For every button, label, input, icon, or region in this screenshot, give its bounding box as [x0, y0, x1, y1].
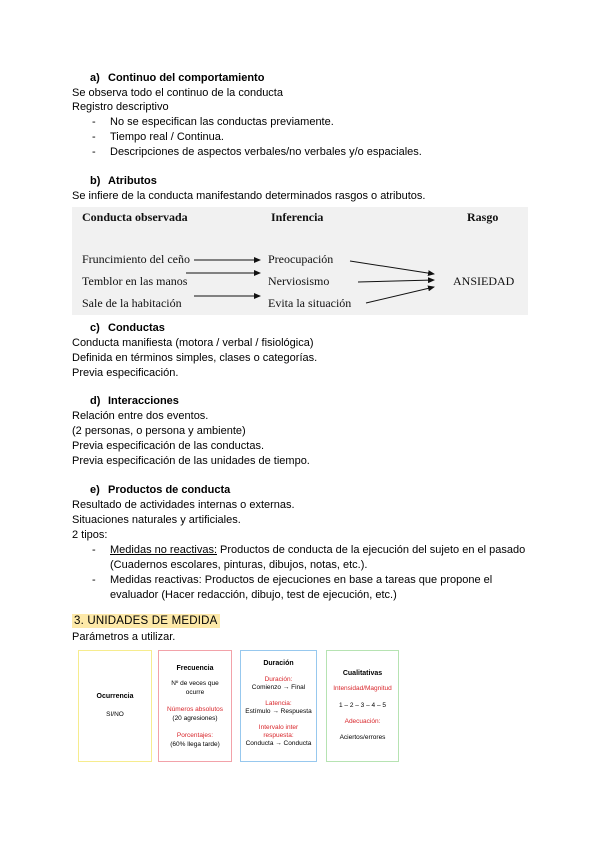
section-c-line: Definida en términos simples, clases o categorías.	[72, 352, 318, 364]
card-label: Números absolutos	[167, 706, 223, 713]
trait-label: ANSIEDAD	[453, 274, 515, 288]
section-3-title: 3. UNIDADES DE MEDIDA	[74, 615, 218, 627]
list-item: - Medidas reactivas: Productos de ejecuciones en base a tareas que propone el	[92, 574, 493, 586]
card-title: Cualitativas	[342, 670, 383, 677]
card-label: Latencia:	[265, 700, 292, 707]
inference-item: Nerviosismo	[268, 274, 330, 288]
arrow-6	[366, 287, 434, 303]
card-text: Nº de veces que	[171, 680, 219, 687]
section-e-line: 2 tipos:	[72, 529, 108, 541]
list-item: - Descripciones de aspectos verbales/no verbales y/o espaciales.	[92, 146, 422, 158]
section-e-line: Resultado de actividades internas o externas.	[72, 499, 295, 511]
section-a-heading: a) Continuo del comportamiento	[90, 72, 265, 84]
list-item-continuation: evaluador (Hacer redacción, dibujo, test de ejecución, etc.)	[110, 589, 397, 601]
card-title: Frecuencia	[176, 665, 214, 672]
card-label: Intensidad/Magnitud	[333, 685, 392, 692]
list-item: - Medidas no reactivas: Productos de conducta de la ejecución del sujeto en el pasado	[92, 544, 526, 556]
card-text: Estímulo → Respuesta	[245, 708, 312, 715]
section-b-line: Se infiere de la conducta manifestando determinados rasgos o atributos.	[72, 190, 426, 202]
card-duracion	[240, 650, 317, 762]
section-e-line: Situaciones naturales y artificiales.	[72, 514, 241, 526]
section-d-line: Previa especificación de las conductas.	[72, 440, 264, 452]
inference-item: Preocupación	[268, 252, 334, 266]
card-ocurrencia	[78, 650, 152, 762]
list-item: - No se especifican las conductas previamente.	[92, 116, 334, 128]
conduct-item: Sale de la habitación	[82, 296, 182, 310]
section-c-line: Conducta manifiesta (motora / verbal / fisiológica)	[72, 337, 314, 349]
section-d-line: Relación entre dos eventos.	[72, 410, 209, 422]
section-a-line: Registro descriptivo	[72, 101, 169, 113]
section-d-line: (2 personas, o persona y ambiente)	[72, 425, 246, 437]
card-label: Adecuación:	[344, 718, 381, 725]
card-text: (60% llega tarde)	[170, 741, 220, 748]
card-text: Aciertos/errores	[339, 734, 386, 741]
card-label: Intervalo inter	[258, 724, 299, 731]
card-text: Comienzo → Final	[251, 684, 306, 691]
card-label: respuesta:	[263, 732, 294, 739]
card-text: Conducta → Conducta	[245, 740, 312, 747]
section-c-line: Previa especificación.	[72, 367, 179, 379]
card-title: Duración	[263, 660, 294, 667]
arrow-4	[350, 261, 434, 274]
card-text: 1 – 2 – 3 – 4 – 5	[339, 702, 386, 709]
conduct-item: Temblor en las manos	[82, 274, 188, 288]
list-item-continuation: (Cuadernos escolares, pinturas, dibujos, notas, etc.).	[110, 559, 368, 571]
header-conducta: Conducta observada	[82, 210, 188, 224]
conduct-item: Fruncimiento del ceño	[82, 252, 190, 266]
section-e-heading: e) Productos de conducta	[90, 484, 231, 496]
card-label: Porcentajes:	[176, 732, 214, 739]
list-item: - Tiempo real / Continua.	[92, 131, 224, 143]
section-a-line: Se observa todo el continuo de la conducta	[72, 87, 283, 99]
section-d-heading: d) Interacciones	[90, 395, 179, 407]
card-text: (20 agresiones)	[172, 715, 218, 722]
section-3-subtitle: Parámetros a utilizar.	[72, 631, 176, 643]
card-frecuencia	[158, 650, 232, 762]
header-inferencia: Inferencia	[271, 210, 324, 224]
section-c-heading: c) Conductas	[90, 322, 165, 334]
header-rasgo: Rasgo	[467, 210, 499, 224]
card-title: Ocurrencia	[96, 693, 134, 700]
card-label: Duración:	[264, 676, 293, 683]
section-b-heading: b) Atributos	[90, 175, 157, 187]
inference-diagram	[72, 207, 528, 315]
section-d-line: Previa especificación de las unidades de tiempo.	[72, 455, 310, 467]
arrow-5	[358, 280, 434, 282]
card-text: ocurre	[185, 689, 205, 696]
card-value: SI/NO	[106, 711, 124, 718]
card-cualitativas	[326, 650, 399, 762]
inference-item: Evita la situación	[268, 296, 352, 310]
